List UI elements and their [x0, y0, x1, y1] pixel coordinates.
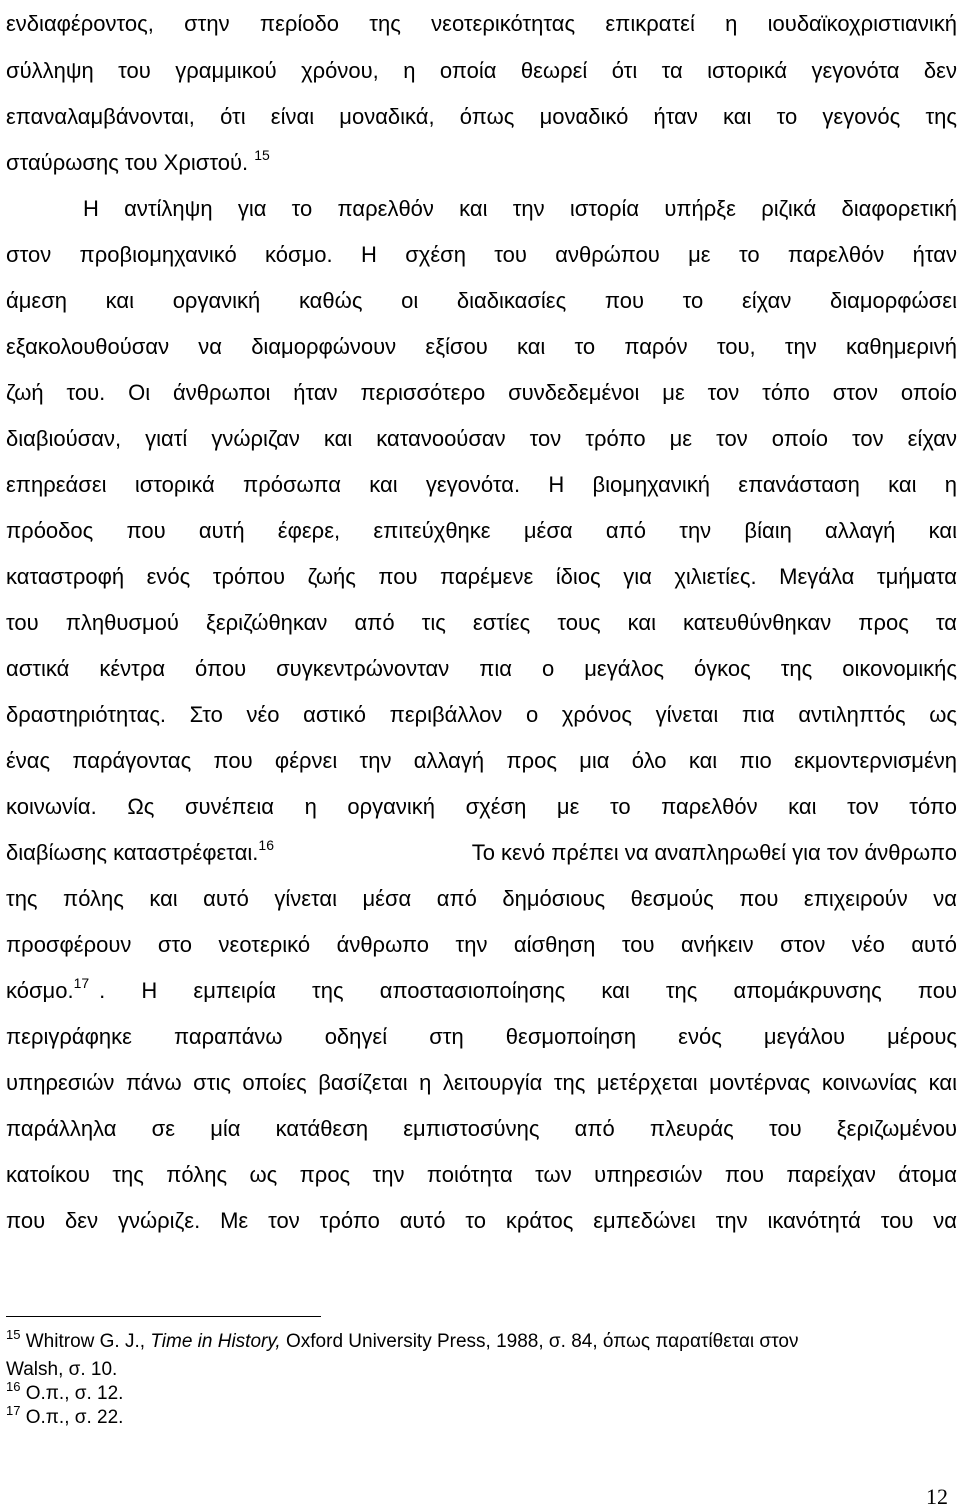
- body-line: που δεν γνώριζε. Με τον τρόπο αυτό το κράτος εμπεδώνει την ικανότητά του να: [6, 1208, 957, 1233]
- footnote-number: 15: [6, 1327, 21, 1342]
- footnote-title: Time in History,: [150, 1331, 281, 1352]
- footnote-15-cont: Walsh, σ. 10.: [6, 1359, 118, 1380]
- body-line: κοινωνία. Ως συνέπεια η οργανική σχέση με το παρελθόν και τον τόπο: [6, 794, 957, 819]
- body-line: ένας παράγοντας που φέρνει την αλλαγή προς μια όλο και πιο εκμοντερνισμένη: [6, 748, 957, 773]
- footnote-ref[interactable]: 15: [254, 147, 270, 163]
- body-text: . Η εμπειρία της αποστασιοποίησης και της απομάκρυνσης που: [99, 978, 957, 1003]
- body-line: ζωή του. Οι άνθρωποι ήταν περισσότερο συνδεδεμένοι με τον τόπο στον οποίο: [6, 380, 957, 405]
- footnote-number: 16: [6, 1379, 21, 1394]
- body-line: άμεση και οργανική καθώς οι διαδικασίες που το είχαν διαμορφώσει: [6, 288, 957, 313]
- body-text: Το κενό πρέπει να αναπληρωθεί για τον άνθρωπο: [471, 840, 957, 865]
- body-line: διαβιούσαν, γιατί γνώριζαν και κατανοούσαν τον τρόπο με τον οποίο τον είχαν: [6, 426, 957, 451]
- body-line: σύλληψη του γραμμικού χρόνου, η οποία θεωρεί ότι τα ιστορικά γεγονότα δεν: [6, 58, 957, 83]
- body-text: κόσμο.$^{17}$: [6, 975, 90, 1003]
- body-line: παράλληλα σε μία κατάθεση εμπιστοσύνης από πλευράς του ξεριζωμένου: [6, 1116, 957, 1141]
- body-line: περιγράφηκε παραπάνω οδηγεί στη θεσμοποίηση ενός μεγάλου μέρους: [6, 1024, 957, 1049]
- body-text: σταύρωσης του Χριστού.: [6, 150, 249, 175]
- body-line: επηρεάσει ιστορικά πρόσωπα και γεγονότα. Η βιομηχανική επανάσταση και η: [6, 472, 957, 497]
- footnote-text: Ο.π., σ. 22.: [25, 1407, 124, 1428]
- body-line: υπηρεσιών πάνω στις οποίες βασίζεται η λειτουργία της μετέρχεται μοντέρνας κοινωνίας και: [6, 1070, 957, 1095]
- body-line: αστικά κέντρα όπου συγκεντρώνονταν πια ο μεγάλος όγκος της οικονομικής: [6, 656, 957, 681]
- body-line: επαναλαμβάνονται, ότι είναι μοναδικά, όπως μοναδικό ήταν και το γεγονός της: [6, 104, 957, 129]
- footnote-15: [6, 1327, 799, 1352]
- body-line: πρόοδος που αυτή έφερε, επιτεύχθηκε μέσα από την βίαιη αλλαγή και: [6, 518, 957, 543]
- footnote-17: [6, 1403, 124, 1428]
- footnote-text: Ο.π., σ. 12.: [25, 1383, 124, 1404]
- body-line: [6, 975, 957, 1003]
- body-line: καταστροφή ενός τρόπου ζωής που παρέμενε ίδιος για χιλιετίες. Μεγάλα τμήματα: [6, 564, 957, 589]
- footnote-text: Oxford University Press, 1988, σ. 84, όπως παρατίθεται στον: [286, 1331, 799, 1352]
- footnote-number: 17: [6, 1403, 21, 1418]
- body-line: κατοίκου της πόλης ως προς την ποιότητα των υπηρεσιών που παρείχαν άτομα: [6, 1162, 957, 1187]
- body-line: [6, 837, 957, 865]
- body-line: ενδιαφέροντος, στην περίοδο της νεοτερικότητας επικρατεί η ιουδαϊκοχριστιανική: [6, 11, 957, 36]
- footnote-ref[interactable]: 16: [258, 837, 274, 853]
- footnote-ref[interactable]: 17: [73, 975, 90, 991]
- body-line: δραστηριότητας. Στο νέο αστικό περιβάλλον ο χρόνος γίνεται πια αντιληπτός ως: [6, 702, 957, 727]
- body-line: του πληθυσμού ξεριζώθηκαν από τις εστίες τους και κατευθύνθηκαν προς τα: [6, 610, 957, 635]
- body-line: εξακολουθούσαν να διαμορφώνουν εξίσου και το παρόν του, την καθημερινή: [6, 334, 957, 359]
- body-line: [6, 147, 957, 175]
- body-text: διαβίωσης καταστρέφεται.$^{16}$: [6, 837, 274, 865]
- page-number: 12: [926, 1484, 948, 1509]
- body-line: της πόλης και αυτό γίνεται μέσα από δημόσιους θεσμούς που επιχειρούν να: [6, 886, 957, 911]
- body-line: προσφέρουν στο νεοτερικό άνθρωπο την αίσθηση του ανήκειν στον νέο αυτό: [6, 932, 957, 957]
- body-line: στον προβιομηχανικό κόσμο. Η σχέση του ανθρώπου με το παρελθόν ήταν: [6, 242, 957, 267]
- body-line: Η αντίληψη για το παρελθόν και την ιστορία υπήρξε ριζικά διαφορετική: [83, 196, 957, 221]
- footnote-16: [6, 1379, 124, 1404]
- footnote-author: Whitrow G. J.,: [25, 1331, 146, 1352]
- footnote-separator: [6, 1316, 321, 1317]
